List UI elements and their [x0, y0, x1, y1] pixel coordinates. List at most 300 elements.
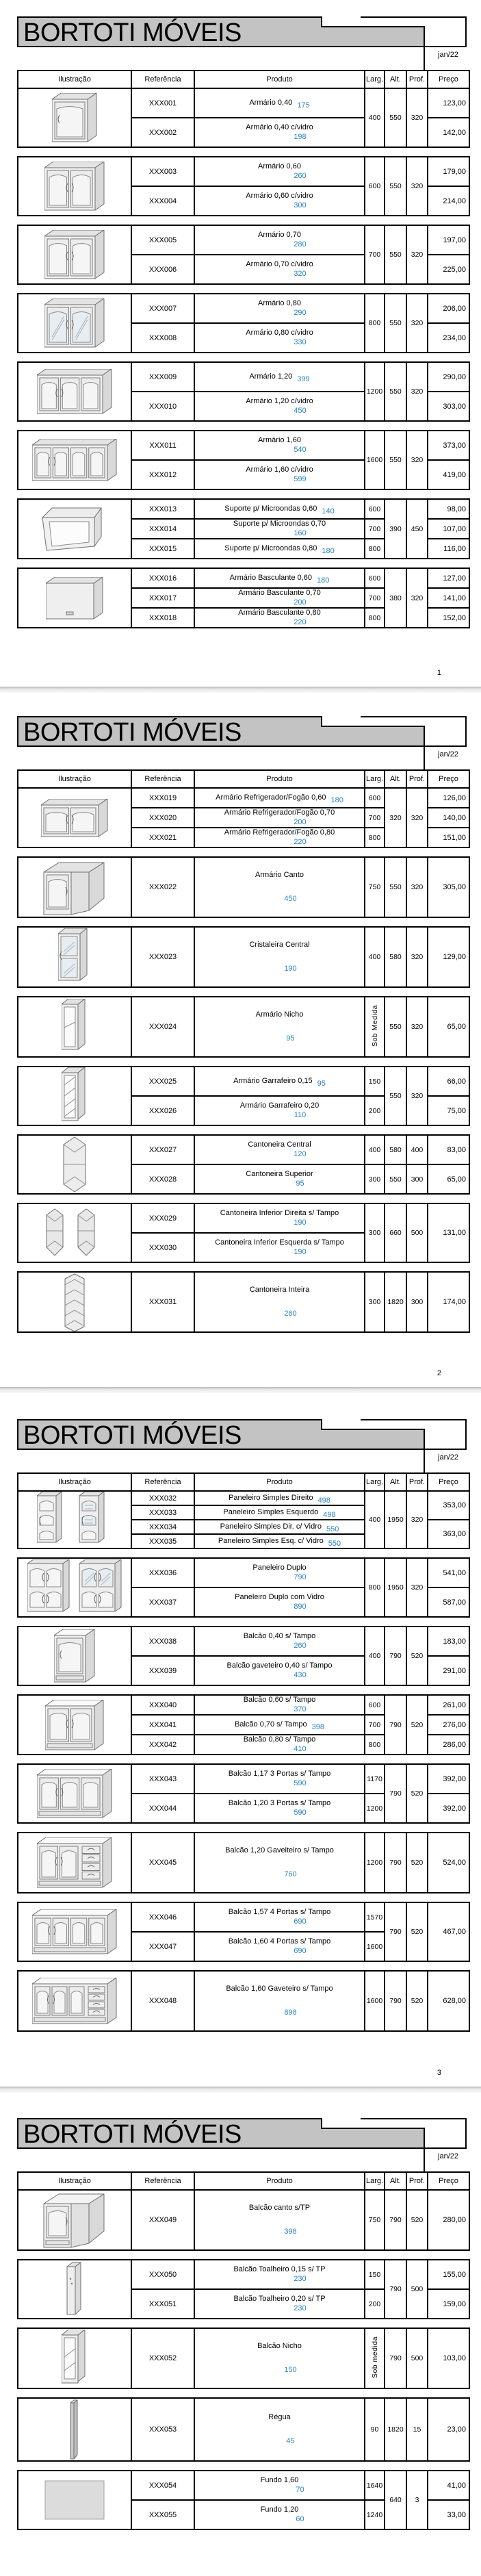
product-group-table — [17, 2328, 470, 2389]
wall-cabinet-1-door-drawing — [52, 93, 97, 142]
product-name: Balcão 1,20 Gaveiteiro s/ Tampo — [225, 1846, 334, 1854]
product-note: 399 — [297, 375, 310, 383]
product-text — [195, 793, 364, 802]
product-note: 398 — [311, 1723, 324, 1731]
reference-cell: XXX003 — [131, 157, 194, 186]
width-cell: 1200 — [365, 1833, 385, 1893]
reference-cell: XXX012 — [131, 460, 194, 489]
product-cell — [194, 568, 365, 588]
page-header — [17, 1418, 470, 1472]
table-row — [18, 1627, 469, 1656]
wall-cabinet-3-door-drawing — [37, 369, 112, 414]
product-group-table — [17, 361, 470, 422]
product-name: Paneleiro Simples Esquerdo — [223, 1508, 319, 1516]
width-cell: 200 — [365, 2289, 385, 2319]
depth-cell: 320 — [406, 997, 428, 1057]
price-cell: 363,00 — [428, 1520, 469, 1548]
reference-cell: XXX015 — [131, 539, 194, 559]
height-cell: 790 — [385, 1764, 406, 1823]
product-note: 95 — [286, 1034, 295, 1043]
price-cell: 126,00 — [428, 788, 469, 808]
product-note: 220 — [294, 618, 307, 626]
reference-cell: XXX041 — [131, 1715, 194, 1735]
product-note: 180 — [330, 796, 343, 804]
illustration-header: Ilustração — [18, 1473, 131, 1491]
product-note: 198 — [294, 133, 307, 141]
width-cell: 750 — [365, 857, 385, 917]
product-cell — [194, 2289, 365, 2319]
niche-cabinet-drawing — [62, 999, 88, 1055]
height-cell: 320 — [385, 788, 406, 847]
product-note: 190 — [284, 965, 297, 973]
product-name: Balcão 0,80 s/ Tampo — [243, 1735, 316, 1744]
product-cell — [194, 997, 365, 1057]
glass-display-cabinet-drawing — [58, 928, 91, 986]
towel-base-cabinet-drawing — [64, 2261, 85, 2317]
reference-header: Referência — [131, 1473, 194, 1491]
rotated-dim-label: Sob Medida — [370, 1004, 379, 1047]
product-cell — [194, 857, 365, 917]
product-name: Balcão 0,40 s/ Tampo — [243, 1632, 316, 1640]
product-text — [195, 1101, 364, 1120]
illustration-cell — [18, 88, 131, 147]
product-text — [195, 372, 364, 381]
table-row — [18, 1203, 469, 1233]
illustration-cell — [18, 1067, 131, 1125]
date-label: jan/22 — [438, 2152, 458, 2160]
product-text — [195, 941, 364, 973]
product-group-table — [17, 1694, 470, 1755]
illustration-cell — [18, 568, 131, 628]
width-cell: 800 — [365, 608, 385, 628]
product-note: 190 — [294, 1248, 307, 1256]
illustration-cell — [18, 2260, 131, 2319]
product-text — [195, 1140, 364, 1159]
product-cell — [194, 1587, 365, 1617]
product-name: Paneleiro Duplo com Vidro — [235, 1593, 324, 1601]
product-text — [195, 871, 364, 904]
product-name: Cantoneira Central — [248, 1140, 311, 1149]
illustration-cell — [18, 431, 131, 489]
reference-cell: XXX035 — [131, 1534, 194, 1548]
price-cell: 142,00 — [428, 118, 469, 147]
illustration-cell — [18, 1491, 131, 1548]
product-cell — [194, 2260, 365, 2289]
depth-cell: 520 — [406, 1764, 428, 1823]
illustration-header: Ilustração — [18, 71, 131, 88]
product-text — [195, 2204, 364, 2236]
price-cell: 66,00 — [428, 1067, 469, 1096]
product-note: 180 — [317, 576, 330, 585]
product-text — [195, 1170, 364, 1188]
product-text — [195, 231, 364, 249]
product-name: Armário 0,80 — [258, 299, 301, 307]
product-name: Armário 0,60 c/vidro — [246, 192, 313, 200]
price-cell: 116,00 — [428, 539, 469, 559]
reference-cell: XXX026 — [131, 1096, 194, 1125]
product-name: Armário Garrafeiro 0,20 — [239, 1101, 320, 1110]
table-row — [18, 1491, 469, 1505]
width-cell: 400 — [365, 1491, 385, 1548]
reference-cell: XXX018 — [131, 608, 194, 628]
product-cell — [194, 362, 365, 392]
product-text — [195, 2265, 364, 2284]
reference-cell: XXX002 — [131, 118, 194, 147]
width-cell: 400 — [365, 88, 385, 147]
width-header: Larg. — [365, 1473, 385, 1491]
product-text — [195, 2295, 364, 2313]
product-text — [195, 397, 364, 416]
reference-cell: XXX034 — [131, 1520, 194, 1534]
product-group-table — [17, 996, 470, 1058]
width-cell: 700 — [365, 225, 385, 284]
width-cell: 800 — [365, 1735, 385, 1755]
height-cell: 550 — [385, 88, 406, 147]
width-cell: 300 — [365, 1203, 385, 1262]
product-header: Produto — [194, 71, 365, 88]
product-text — [195, 329, 364, 347]
reference-cell: XXX047 — [131, 1932, 194, 1961]
width-cell: 800 — [365, 1558, 385, 1617]
reference-cell: XXX032 — [131, 1491, 194, 1505]
page — [17, 715, 470, 1333]
reference-cell: XXX009 — [131, 362, 194, 392]
width-cell: 400 — [365, 1135, 385, 1164]
price-cell: 65,00 — [428, 997, 469, 1057]
product-name: Armário 0,60 — [258, 162, 301, 170]
width-cell: 90 — [365, 2398, 385, 2461]
product-note: 95 — [317, 1080, 326, 1088]
price-cell: 234,00 — [428, 323, 469, 353]
reference-cell: XXX033 — [131, 1505, 194, 1520]
price-cell: 123,00 — [428, 88, 469, 118]
reference-cell: XXX054 — [131, 2471, 194, 2500]
product-header: Produto — [194, 2172, 365, 2190]
product-note: 160 — [294, 529, 307, 537]
width-cell: 1640 — [365, 2471, 385, 2500]
product-note: 790 — [294, 1573, 307, 1581]
height-cell: 580 — [385, 1135, 406, 1164]
price-cell: 280,00 — [428, 2190, 469, 2250]
product-name: Balcão 1,57 4 Portas s/ Tampo — [228, 1908, 331, 1916]
reference-cell: XXX029 — [131, 1203, 194, 1233]
width-cell: 700 — [365, 519, 385, 539]
product-text — [195, 544, 364, 553]
product-name: Armário 1,60 — [258, 436, 301, 444]
product-cell — [194, 2398, 365, 2461]
width-header: Larg. — [365, 2172, 385, 2190]
product-note: 330 — [294, 338, 307, 346]
table-row — [18, 857, 469, 917]
product-note: 280 — [294, 240, 307, 248]
illustration-cell — [18, 1272, 131, 1332]
product-cell — [194, 1656, 365, 1685]
width-cell: 1170 — [365, 1764, 385, 1794]
width-cell: 1200 — [365, 362, 385, 421]
table-row — [18, 2260, 469, 2289]
page — [17, 16, 470, 628]
product-name: Cantoneira Inferior Direita s/ Tampo — [220, 1209, 339, 1217]
width-cell: 800 — [365, 539, 385, 559]
reference-cell: XXX031 — [131, 1272, 194, 1332]
product-name: Armário Canto — [255, 871, 304, 879]
product-cell — [194, 927, 365, 987]
product-group-table — [17, 2397, 470, 2462]
base-cabinet-2-door-drawing — [45, 1700, 104, 1750]
product-cell — [194, 323, 365, 353]
product-text — [195, 2413, 364, 2446]
product-note: 450 — [294, 407, 307, 415]
price-cell: 151,00 — [428, 828, 469, 847]
reference-cell: XXX023 — [131, 927, 194, 987]
price-cell: 392,00 — [428, 1764, 469, 1794]
product-group-table — [17, 88, 470, 148]
reference-cell: XXX053 — [131, 2398, 194, 2461]
table-row — [18, 568, 469, 588]
price-cell: 140,00 — [428, 808, 469, 828]
height-cell: 550 — [385, 1067, 406, 1125]
product-note: 498 — [317, 1496, 330, 1505]
product-group-table — [17, 1490, 470, 1549]
product-note: 398 — [284, 2228, 297, 2236]
price-cell: 152,00 — [428, 608, 469, 628]
product-cell — [194, 1971, 365, 2031]
product-note: 60 — [296, 2515, 304, 2523]
depth-cell: 320 — [406, 1491, 428, 1548]
product-group-table — [17, 926, 470, 988]
reference-cell: XXX039 — [131, 1656, 194, 1685]
illustration-cell — [18, 1902, 131, 1961]
rotated-dim-label: Sob medida — [370, 2336, 379, 2379]
product-header: Produto — [194, 770, 365, 788]
product-name: Suporte p/ Microondas 0,80 — [224, 544, 317, 552]
height-header: Alt. — [385, 71, 406, 88]
price-cell: 129,00 — [428, 927, 469, 987]
illustration-header: Ilustração — [18, 2172, 131, 2190]
reference-cell: XXX028 — [131, 1164, 194, 1194]
price-cell: 159,00 — [428, 2289, 469, 2319]
product-group-table — [17, 1902, 470, 1962]
page-separator — [0, 1387, 481, 1393]
product-cell — [194, 1794, 365, 1823]
width-cell — [365, 997, 385, 1057]
table-row — [18, 1971, 469, 2031]
product-group-table — [17, 225, 470, 285]
product-text — [195, 466, 364, 484]
height-cell: 550 — [385, 857, 406, 917]
product-text — [195, 520, 364, 538]
price-cell: 392,00 — [428, 1794, 469, 1823]
depth-cell: 320 — [406, 857, 428, 917]
price-cell: 197,00 — [428, 225, 469, 255]
page-header — [17, 2117, 470, 2171]
width-cell: 300 — [365, 1272, 385, 1332]
table-row — [18, 788, 469, 808]
product-group-table — [17, 1557, 470, 1618]
width-cell: 1570 — [365, 1902, 385, 1932]
product-cell — [194, 1203, 365, 1233]
height-cell: 790 — [385, 1971, 406, 2031]
product-text — [195, 1494, 364, 1503]
depth-cell: 15 — [406, 2398, 428, 2461]
price-cell: 467,00 — [428, 1902, 469, 1961]
product-name: Armário 0,80 c/vidro — [246, 329, 313, 337]
illustration-cell — [18, 997, 131, 1057]
height-cell: 640 — [385, 2471, 406, 2529]
pantry-single-pair-drawing — [37, 1492, 112, 1548]
product-cell — [194, 1695, 365, 1715]
depth-cell: 520 — [406, 1627, 428, 1685]
depth-cell: 320 — [406, 788, 428, 847]
depth-cell: 300 — [406, 1164, 428, 1194]
page-separator — [0, 2087, 481, 2093]
product-note: 180 — [322, 547, 335, 555]
product-note: 540 — [294, 446, 307, 454]
depth-cell: 320 — [406, 225, 428, 284]
table-row — [18, 1833, 469, 1893]
price-header: Preço — [428, 1473, 469, 1491]
product-group-table — [17, 430, 470, 490]
reference-cell: XXX055 — [131, 2500, 194, 2529]
height-cell: 790 — [385, 1695, 406, 1755]
product-cell — [194, 1932, 365, 1961]
product-cell — [194, 392, 365, 421]
product-note: 200 — [294, 818, 307, 826]
product-cell — [194, 88, 365, 118]
depth-cell: 320 — [406, 157, 428, 216]
product-group-table — [17, 1832, 470, 1893]
product-note: 450 — [284, 895, 297, 903]
reference-cell: XXX014 — [131, 519, 194, 539]
product-note: 70 — [296, 2486, 304, 2494]
depth-cell: 320 — [406, 88, 428, 147]
product-cell — [194, 1505, 365, 1520]
width-cell: 200 — [365, 1096, 385, 1125]
width-header: Larg. — [365, 770, 385, 788]
illustration-header: Ilustração — [18, 770, 131, 788]
product-note: 260 — [284, 1310, 297, 1318]
page — [17, 1418, 470, 2032]
height-cell: 550 — [385, 225, 406, 284]
product-note: 230 — [294, 2304, 307, 2312]
table-row — [18, 225, 469, 255]
product-cell — [194, 1164, 365, 1194]
reference-cell: XXX052 — [131, 2328, 194, 2388]
product-cell — [194, 1520, 365, 1534]
height-cell: 580 — [385, 927, 406, 987]
product-cell — [194, 1272, 365, 1332]
price-cell: 107,00 — [428, 519, 469, 539]
table-row — [18, 1135, 469, 1164]
product-note: 590 — [294, 1779, 307, 1787]
reference-cell: XXX049 — [131, 2190, 194, 2250]
product-name: Armário 0,40 — [249, 99, 293, 107]
depth-cell: 400 — [406, 1135, 428, 1164]
product-name: Balcão 1,20 3 Portas s/ Tampo — [228, 1799, 331, 1807]
width-cell: 600 — [365, 788, 385, 808]
height-cell: 550 — [385, 294, 406, 353]
product-note: 120 — [294, 1150, 307, 1158]
product-note: 550 — [326, 1525, 339, 1533]
illustration-cell — [18, 927, 131, 987]
date-label: jan/22 — [438, 1453, 458, 1462]
height-cell: 790 — [385, 2328, 406, 2388]
wall-cabinet-2-door-glass-drawing — [44, 298, 105, 348]
width-cell: 150 — [365, 1067, 385, 1096]
price-header: Preço — [428, 71, 469, 88]
height-cell: 550 — [385, 362, 406, 421]
product-name: Suporte p/ Microondas 0,60 — [224, 505, 317, 513]
product-name: Balcão Toalheiro 0,15 s/ TP — [233, 2265, 326, 2273]
depth-cell: 500 — [406, 1203, 428, 1262]
product-note: 498 — [323, 1511, 336, 1519]
product-name: Cantoneira Superior — [246, 1170, 313, 1178]
reference-cell: XXX045 — [131, 1833, 194, 1893]
width-cell: 600 — [365, 499, 385, 519]
flap-cabinet-drawing — [46, 577, 103, 620]
product-group-table — [17, 1763, 470, 1824]
illustration-cell — [18, 2398, 131, 2461]
corner-shelf-column-drawing — [61, 1136, 88, 1193]
price-cell: 261,00 — [428, 1695, 469, 1715]
product-group-table — [17, 2470, 470, 2530]
product-name: Armário Basculante 0,80 — [238, 609, 321, 617]
product-text — [195, 1632, 364, 1650]
illustration-cell — [18, 2328, 131, 2388]
product-cell — [194, 1135, 365, 1164]
product-name: Armário Basculante 0,70 — [238, 589, 321, 597]
page-title: BORTOTI MÓVEIS — [23, 2120, 242, 2149]
price-cell: 291,00 — [428, 1656, 469, 1685]
depth-cell: 520 — [406, 1695, 428, 1755]
product-name: Armário 1,20 c/vidro — [246, 397, 313, 405]
price-cell: 303,00 — [428, 392, 469, 421]
niche-base-cabinet-drawing — [62, 2330, 88, 2387]
product-note: 300 — [294, 201, 307, 209]
height-header: Alt. — [385, 2172, 406, 2190]
product-name: Cantoneira Inferior Esquerda s/ Tampo — [215, 1238, 344, 1247]
price-cell: 127,00 — [428, 568, 469, 588]
base-cabinet-1-door-drawing — [54, 1629, 95, 1683]
table-row — [18, 88, 469, 118]
base-cabinet-4-door-drawers-drawing — [32, 1978, 117, 2024]
product-text — [195, 123, 364, 142]
product-text — [195, 1735, 364, 1754]
product-cell — [194, 1067, 365, 1096]
width-cell: 1240 — [365, 2500, 385, 2529]
product-name: Régua — [268, 2413, 291, 2421]
product-group-table — [17, 568, 470, 628]
depth-header: Prof. — [406, 770, 428, 788]
product-cell — [194, 2328, 365, 2388]
corner-wall-cabinet-drawing — [41, 858, 108, 916]
reference-cell: XXX007 — [131, 294, 194, 323]
reference-cell: XXX019 — [131, 788, 194, 808]
product-note: 200 — [294, 598, 307, 607]
product-group-table — [17, 787, 470, 848]
price-cell: 541,00 — [428, 1558, 469, 1587]
product-text — [195, 1908, 364, 1926]
reference-cell: XXX046 — [131, 1902, 194, 1932]
width-cell: 400 — [365, 927, 385, 987]
product-name: Balcão 0,60 s/ Tampo — [243, 1696, 316, 1704]
product-name: Armário Garrafeiro 0,15 — [233, 1077, 313, 1085]
wall-cabinet-2-door-drawing — [44, 230, 105, 279]
product-cell — [194, 1764, 365, 1794]
height-cell: 550 — [385, 431, 406, 489]
product-name: Fundo 1,20 — [260, 2505, 299, 2514]
product-group-table — [17, 1271, 470, 1333]
